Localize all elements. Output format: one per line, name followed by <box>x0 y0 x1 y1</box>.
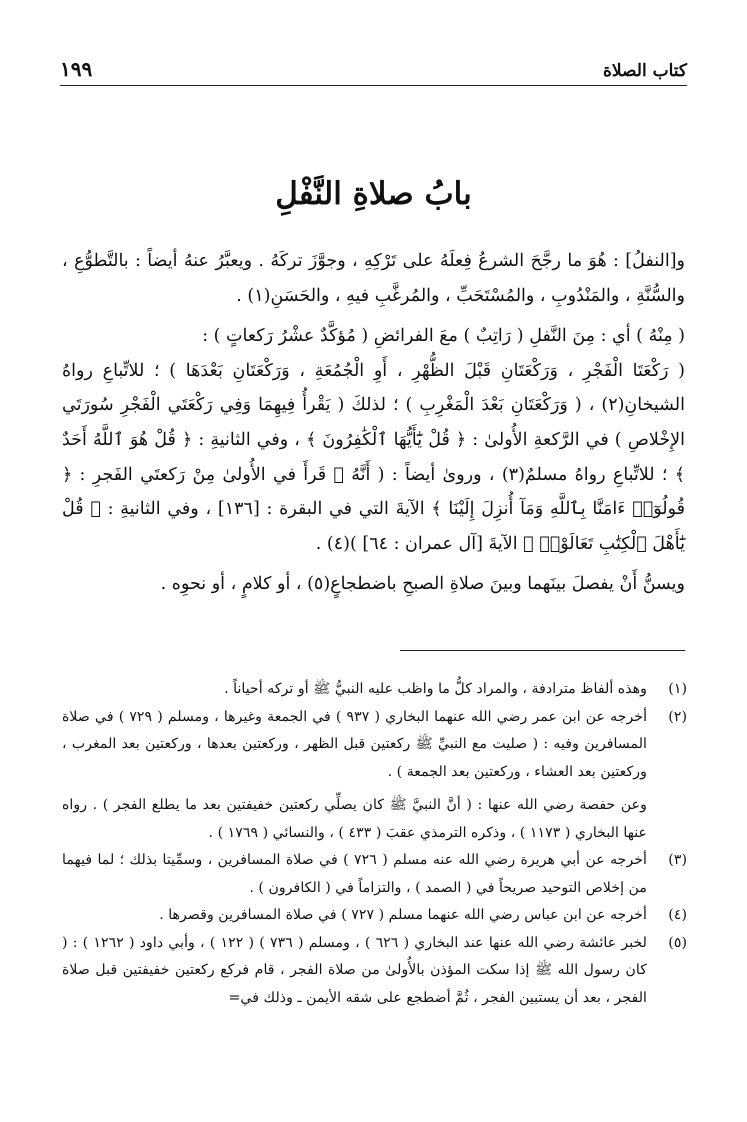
footnote-paragraph: أخرجه عن ابن عباس رضي الله عنهما مسلم ( ٧٢٧ ) في صلاة المسافرين وقصرها . <box>159 907 647 923</box>
footnote-text <box>62 847 647 902</box>
footnote-divider <box>400 650 685 651</box>
page-header <box>60 52 687 86</box>
footnote-text <box>62 902 647 930</box>
footnote-paragraph: أخرجه عن أبي هريرة رضي الله عنه مسلم ( ٧٢٦ ) في صلاة المسافرين ، وسمِّيتا بذلك ؛ لما فيهما من إخلاص التوحيد صريحاً في ( الصمد ) ، والتزاماً في ( الكافرون ) . <box>62 852 647 896</box>
footnote <box>62 676 687 704</box>
footnote-number: (٤) <box>668 907 687 923</box>
chapter-title: بابُ صلاةِ النَّفْلِ <box>275 176 472 212</box>
footnote-number: (٥) <box>668 934 687 951</box>
paragraph-definition: و[النفلُ] : هُوَ ما رجَّحَ الشرعُ فِعلَهُ على تَرْكِهِ ، وجوَّزَ تركَهُ . ويعبَّرُ عنهُ أيضاً : بالتَّطوُّعِ ، والسُّنَّةِ ، والمَنْدُوبِ ، والمُسْتَحَبِّ ، والمُرغَّبِ فيهِ ، والحَسَنِ(١) . <box>62 251 685 306</box>
footnotes <box>62 676 687 1012</box>
footnote-number: (٣) <box>668 852 687 868</box>
paragraph-rakaat: ( رَكْعَتَا الْفَجْرِ ، وَرَكْعَتَانِ قَبْلَ الظُّهْرِ ، أَوِ الْجُمُعَةِ ، وَرَكْعَتَانِ بَعْدَهَا ) ؛ للاتِّباعِ رواهُ الشيخانِ(٢) ، ( وَرَكْعَتَانِ بَعْدَ الْمَغْرِبِ ) ؛ لذلكَ ( يَقْرأُ فِيهِمَا وَفِي رَكْعَتَي الْفَجْرِ سُورَتَي الإِخْلاصِ ) في الرَّكعةِ الأُولىٰ : ﴿ قُلْ يَٰٓأَيُّهَا ٱلْكَٰفِرُونَ ﴾ ، وفي الثانيةِ : ﴿ قُلْ هُوَ ٱللَّهُ أَحَدٌ ﴾ ؛ للاتِّباعِ رواهُ مسلمٌ(٣) ، وروىٰ أيضاً : ( أَنَّهُ ﷺ قَرأَ في الأُولىٰ مِنْ رَكعتَي الفَجرِ : ﴿ قُولُوٓا۟ ءَامَنَّا بِٱللَّهِ وَمَآ أُنزِلَ إِلَيْنَا ﴾ الآيةَ التي في البقرة : [١٣٦] ، وفي الثانيةِ : ﴿ قُلْ يَٰٓأَهْلَ ٱلْكِتَٰبِ تَعَالَوْا۟ ﴾ الآيةَ [آل عمران : ٦٤] )(٤) . <box>62 360 686 554</box>
footnote <box>62 902 687 930</box>
footnote-paragraph: وهذه ألفاظ مترادفة ، والمراد كلُّ ما واظب عليه النبيُّ ﷺ أو تركه أحياناً . <box>224 681 647 697</box>
footnote-paragraph: لخبر عائشة رضي الله عنها عند البخاري ( ٦٢٦ ) ، ومسلم ( ٧٣٦ ) ( ١٢٢ ) ، وأبي داود ( ١٢٦٢ ) : ( كان رسول الله ﷺ إذا سكت المؤذن بالأُولىٰ من صلاة الفجر ، قام فركع ركعتين خفيفتين قبل صلاة الفجر ، بعد أن يستبين الفجر ، ثُمَّ أضطجع على شقه الأيمن ـ وذلك في= <box>62 934 647 1006</box>
footnote-text <box>62 676 647 704</box>
footnote <box>62 930 687 1013</box>
footnote-number: (١) <box>668 681 687 697</box>
footnote <box>62 847 687 902</box>
paragraph-ratib: ( مِنْهُ ) أي : مِنَ النَّفلِ ( رَاتِبٌ ) معَ الفرائضِ ( مُؤكَّدٌ عشْرُ رَكعاتٍ ) : <box>202 326 685 347</box>
page-number: ١٩٩ <box>60 57 93 81</box>
footnote-number: (٢) <box>668 708 687 725</box>
footnote <box>62 704 687 848</box>
footnote-text <box>62 704 647 848</box>
footnote-text <box>62 930 647 1013</box>
paragraph-separation: ويسنُّ أَنْ يفصلَ بينَهما وبينَ صلاةِ الصبحِ باضطجاعٍ(٥) ، أو كلامٍ ، أو نحوِه . <box>160 574 685 595</box>
footnote-paragraph: وعن حفصة رضي الله عنها : ( أنَّ النبيَّ ﷺ كان يصلِّي ركعتين خفيفتين بعد ما يطلع الفجر ) . رواه عنها البخاري ( ١١٧٣ ) ، وذكره الترمذي عقبَ ( ٤٣٣ ) ، والنسائي ( ١٧٦٩ ) . <box>62 797 647 841</box>
main-text <box>62 244 685 602</box>
running-title: كتاب الصلاة <box>602 61 687 81</box>
footnote-paragraph: أخرجه عن ابن عمر رضي الله عنهما البخاري ( ٩٣٧ ) في الجمعة وغيرها ، ومسلم ( ٧٢٩ ) في صلاة المسافرين وفيه : ( صليت مع النبيِّ ﷺ ركعتين قبل الظهر ، وركعتين بعدها ، وركعتين بعد المغرب ، وركعتين بعد العشاء ، وركعتين بعد الجمعة ) . <box>62 708 648 780</box>
